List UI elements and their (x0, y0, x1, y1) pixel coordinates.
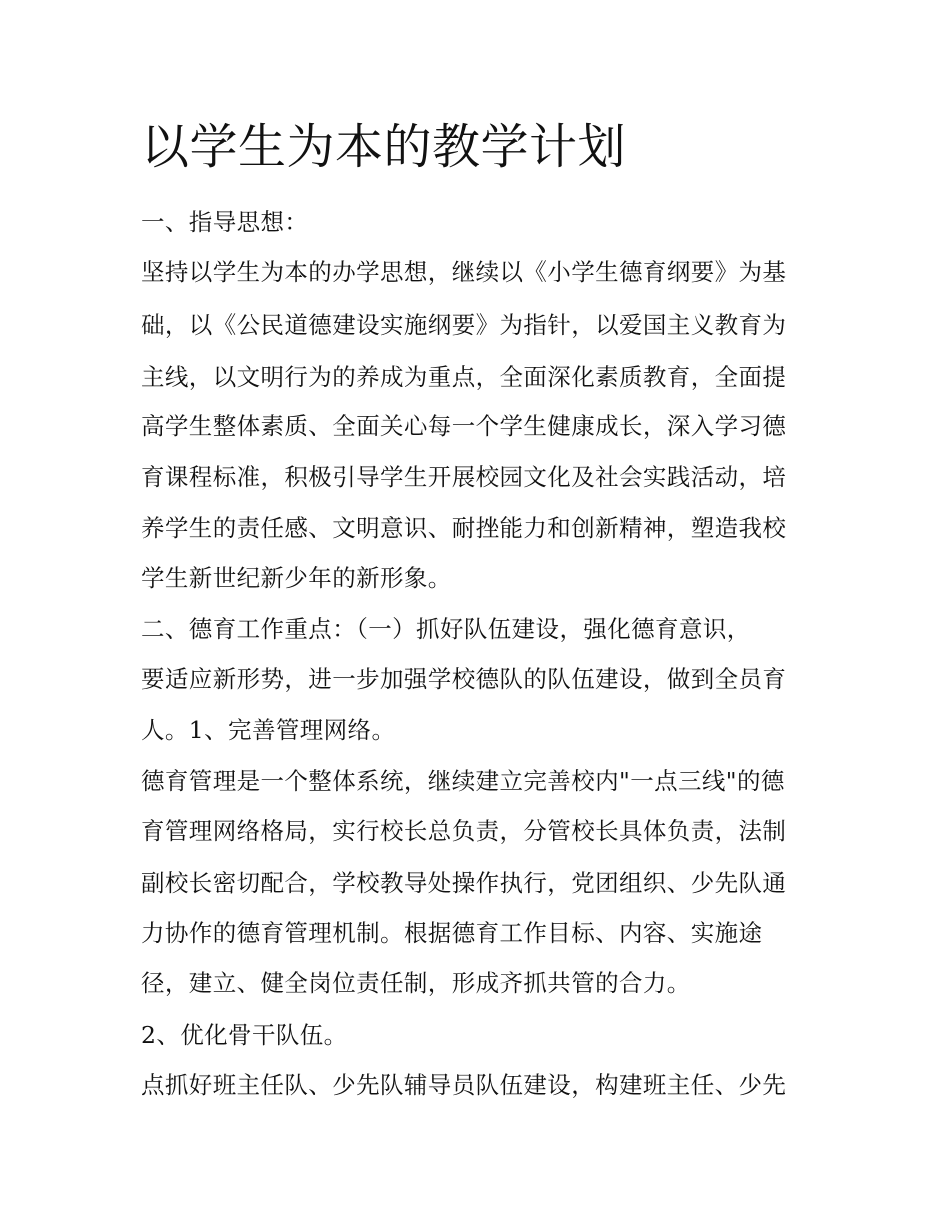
text-line: 人。1、完善管理网络。 (141, 716, 396, 744)
text-line: 德育管理是一个整体系统，继续建立完善校内"一点三线"的德 (141, 767, 785, 795)
text-line: 2、优化骨干队伍。 (141, 1021, 348, 1049)
text-line: 育课程标准，积极引导学生开展校园文化及社会实践活动，培 (141, 463, 787, 491)
text-line: 点抓好班主任队、少先队辅导员队伍建设，构建班主任、少先 (141, 1071, 787, 1099)
text-line: 一、指导思想： (141, 208, 309, 236)
text-line: 养学生的责任感、文明意识、耐挫能力和创新精神，塑造我校 (141, 514, 787, 542)
text-line: 要适应新形势，进一步加强学校德队的队伍建设，做到全员育 (141, 665, 787, 693)
document-title: 以学生为本的教学计划 (141, 119, 627, 175)
text-line: 育管理网络格局，实行校长总负责，分管校长具体负责，法制 (141, 817, 787, 845)
text-line: 径，建立、健全岗位责任制，形成齐抓共管的合力。 (141, 969, 691, 997)
text-line: 力协作的德育管理机制。根据德育工作目标、内容、实施途 (141, 919, 763, 947)
text-line: 副校长密切配合，学校教导处操作执行，党团组织、少先队通 (141, 869, 787, 897)
text-line: 坚持以学生为本的办学思想，继续以《小学生德育纲要》为基 (141, 258, 787, 286)
text-line: 主线，以文明行为的养成为重点，全面深化素质教育，全面提 (141, 363, 787, 391)
text-line: 二、德育工作重点：（一）抓好队伍建设，强化德育意识， (141, 615, 751, 643)
text-line: 础，以《公民道德建设实施纲要》为指针，以爱国主义教育为 (141, 311, 787, 339)
text-line: 学生新世纪新少年的新形象。 (141, 564, 452, 592)
text-line: 高学生整体素质、全面关心每一个学生健康成长，深入学习德 (141, 412, 787, 440)
